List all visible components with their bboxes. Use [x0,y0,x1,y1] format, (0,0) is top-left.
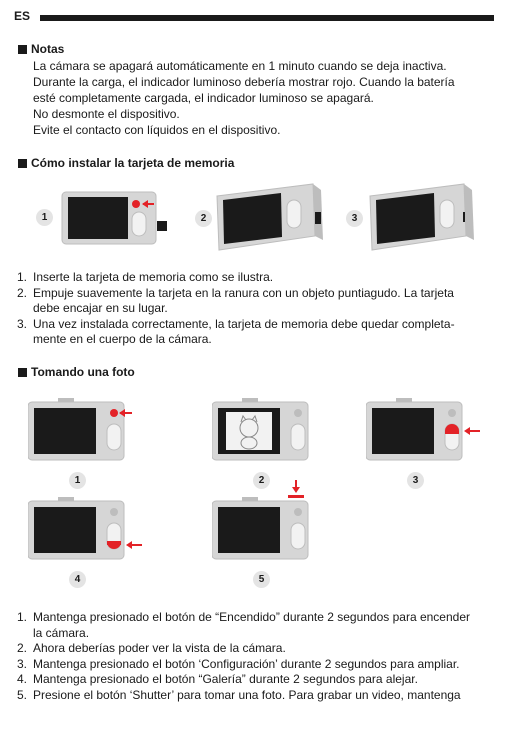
list-item-text: Ahora deberías poder ver la vista de la cámara. [33,641,286,655]
language-code: ES [14,9,31,23]
step-number-badge: 1 [69,472,86,489]
section-bullet-icon [18,45,27,54]
list-item-number: 5. [17,687,28,702]
photo-title: Tomando una foto [31,365,135,379]
step-number-badge: 5 [253,571,270,588]
list-item [17,286,497,317]
list-item [17,641,497,657]
notes-heading [18,42,64,56]
memory-steps-list [17,270,497,348]
notes-title: Notas [31,42,65,56]
photo-steps-list [17,610,497,703]
list-item-number: 2. [17,641,28,655]
list-item-text: Mantenga presionado el botón “Galería” durante 2 segundos para alejar. [33,672,418,686]
notes-body [33,58,455,138]
photo-figure-1 [28,398,138,490]
step-number-badge: 2 [253,472,270,489]
section-bullet-icon [18,159,27,168]
list-item-text: Presione el botón ‘Shutter’ para tomar una foto. Para grabar un video, mantenga [33,687,461,702]
photo-figure-5 [212,478,322,589]
list-item-text: Mantenga presionado el botón ‘Configuración’ durante 2 segundos para ampliar. [33,656,460,671]
memory-figure-3 [346,180,486,252]
list-item-text: la cámara. [33,625,90,640]
step-number-badge: 4 [69,571,86,588]
notes-line: Evite el contacto con líquidos en el dispositivo. [33,123,281,137]
list-item-number: 1. [17,270,28,284]
photo-heading [18,365,135,379]
list-item-number: 3. [17,316,28,331]
list-item-number: 2. [17,285,28,300]
notes-line: La cámara se apagará automáticamente en 1 minuto cuando se deja inactiva. [33,59,447,73]
camera-zoom-out-illustration [28,497,148,563]
list-item-text: debe encajar en su lugar. [33,301,168,315]
notes-line: Durante la carga, el indicador luminoso debería mostrar rojo. Cuando la batería [33,75,455,89]
list-item-number: 4. [17,672,28,686]
camera-shutter-illustration [212,478,322,564]
section-bullet-icon [18,368,27,377]
list-item-text: Mantenga presionado el botón de “Encendido” durante 2 segundos para encender [33,610,470,624]
camera-perspective-illustration [346,180,486,252]
step-number-badge: 2 [195,210,212,227]
step-number-badge: 1 [36,209,53,226]
memory-heading [18,156,234,170]
camera-live-view-illustration [212,398,312,464]
page-header [14,8,494,28]
camera-power-illustration [28,398,138,464]
list-item [17,657,497,673]
list-item-number: 1. [17,610,28,624]
memory-figure-2 [195,180,330,252]
memory-figure-1 [36,188,186,252]
list-item-text: Empuje suavemente la tarjeta en la ranura con un objeto puntiagudo. La tarjeta [33,285,454,300]
list-item-text: mente en el cuerpo de la cámara. [33,332,212,346]
camera-perspective-illustration [195,180,330,252]
photo-figure-3 [366,398,486,490]
notes-line: No desmonte el dispositivo. [33,107,180,121]
list-item [17,317,497,348]
list-item-text: Una vez instalada correctamente, la tarjeta de memoria debe quedar completa- [33,316,455,331]
camera-back-illustration [36,188,186,252]
list-item [17,610,497,641]
photo-figure-2 [212,398,312,490]
step-number-badge: 3 [407,472,424,489]
header-rule [40,15,494,21]
list-item-number: 3. [17,656,28,671]
camera-zoom-in-illustration [366,398,486,464]
list-item [17,270,497,286]
notes-line: esté completamente cargada, el indicador luminoso se apagará. [33,91,374,105]
photo-figure-4 [28,497,148,589]
step-number-badge: 3 [346,210,363,227]
list-item-text: Inserte la tarjeta de memoria como se ilustra. [33,270,274,284]
list-item [17,672,497,688]
list-item [17,688,497,704]
memory-title: Cómo instalar la tarjeta de memoria [31,156,235,170]
